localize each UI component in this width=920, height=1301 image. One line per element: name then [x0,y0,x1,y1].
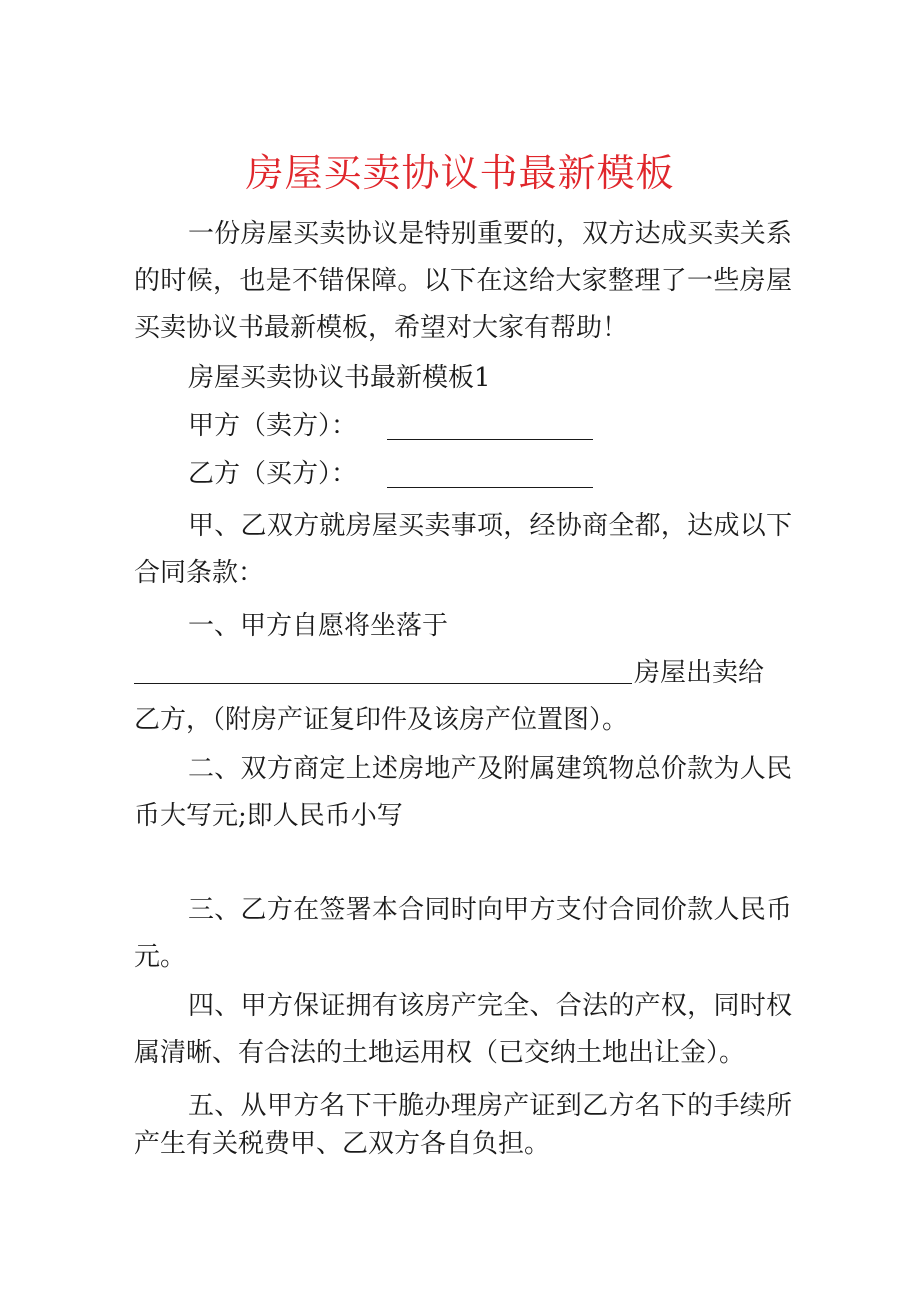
preamble-paragraph: 甲、乙双方就房屋买卖事项，经协商全都，达成以下合同条款： [134,511,792,588]
party-a-label: 甲方（卖方）： [188,411,358,441]
clause-5: 五、从甲方名下干脆办理房产证到乙方名下的手续所产生有关税费甲、乙双方各自负担。 [134,1091,792,1159]
clause-3: 三、乙方在签署本合同时向甲方支付合同价款人民币元。 [134,895,792,972]
section-heading: 房屋买卖协议书最新模板1 [188,363,491,393]
party-a-line [188,403,593,450]
party-a-blank [387,409,593,440]
intro-paragraph: 一份房屋买卖协议是特别重要的，双方达成买卖关系的时候，也是不错保障。以下在这给大家整理了一些房屋买卖协议书最新模板，希望对大家有帮助！ [134,219,792,343]
clause-1-tail: 房屋出卖给 [634,658,765,688]
clause-1-end: 乙方，（附房产证复印件及该房产位置图）。 [134,705,629,735]
clause-1-start: 一、甲方自愿将坐落于 [188,611,449,641]
party-b-line [188,451,593,498]
party-b-blank [387,457,593,488]
party-b-label: 乙方（买方）： [188,459,358,489]
address-blank [134,682,632,684]
clause-4: 四、甲方保证拥有该房产完全、合法的产权，同时权属清晰、有合法的土地运用权（已交纳土地出让金）。 [134,991,792,1068]
document-title: 房屋买卖协议书最新模板 [245,151,675,195]
clause-2: 二、双方商定上述房地产及附属建筑物总价款为人民币大写元;即人民币小写 [134,754,792,831]
